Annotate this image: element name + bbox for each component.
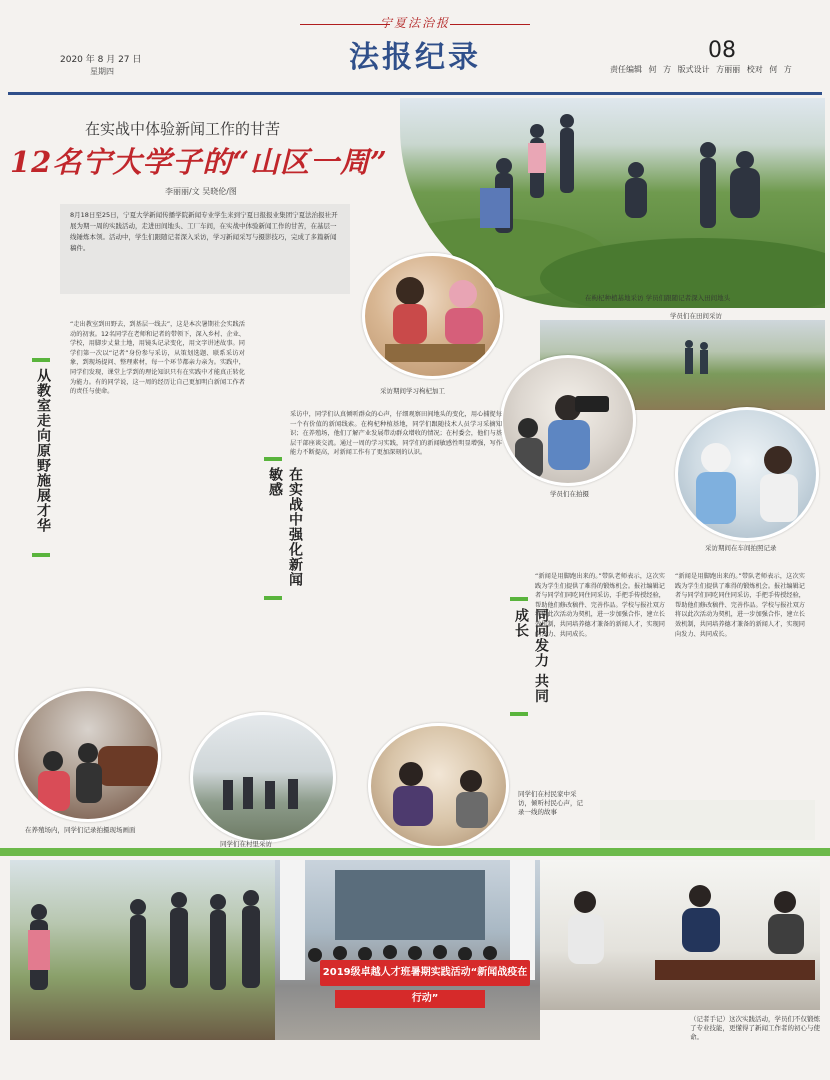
main-headline: 12名宁大学子的“山区一周”	[10, 145, 388, 179]
subhead-marker-3	[510, 597, 528, 601]
body-column-3b: “新闻是用脚跑出来的。”带队老师表示，这次实践为学生们提供了难得的锻炼机会。报社编辑记者与同学们同吃同住同采访，手把手传授经验，帮助他们修改稿件、完善作品。学校与报社双方将以此次活动为契机，进一步加强合作，建立长效机制，共同培养德才兼备的新闻人才，实现同向发力、共同成长。	[675, 573, 805, 638]
goji-sorting-illustration	[365, 256, 500, 376]
section-title: 法报纪录	[349, 40, 481, 75]
photo-camera-shoot	[500, 355, 636, 486]
body-column-3a: “新闻是用脚跑出来的。”带队老师表示，这次实践为学生们提供了难得的锻炼机会。报社编辑记者与同学们同吃同住同采访，手把手传授经验，帮助他们修改稿件、完善作品。学校与报社双方将以此次活动为契机，进一步加强合作，建立长效机制，共同培养德才兼备的新闻人才，实现同向发力、共同成长。	[535, 573, 665, 638]
subhead-marker-1	[32, 358, 50, 362]
headline-kicker: 在实战中体验新闻工作的甘苦	[85, 120, 281, 138]
photo-corner-deco	[600, 800, 815, 840]
caption-barn: 在养殖场内，同学们记录拍摄现场画面	[25, 826, 136, 834]
caption-goji-sorting: 采访期间学习枸杞加工	[380, 387, 445, 395]
header-divider	[8, 92, 822, 95]
barn-illustration	[18, 691, 158, 819]
caption-home-visit: 同学们在村民家中采访，倾听村民心声，记录一线的故事	[518, 790, 583, 816]
masthead-rule-right	[450, 24, 530, 25]
subhead-marker-1b	[32, 553, 50, 557]
photo-village-walk	[190, 712, 336, 843]
photo-goji-sorting	[362, 253, 503, 379]
activity-banner: 2019级卓越人才班暑期实践活动“新闻战疫在行动”	[320, 960, 530, 986]
caption-corner-note: （记者手记）这次实践活动，学员们不仅锻炼了专业技能，更懂得了新闻工作者的初心与使命。	[690, 1015, 820, 1041]
subhead-marker-3b	[510, 712, 528, 716]
newspaper-masthead: 宁夏法治报	[379, 16, 450, 30]
subhead-marker-2b	[264, 596, 282, 600]
subhead-classroom-to-field: 从教室走向原野施展才华	[35, 368, 51, 533]
caption-field-top: 在枸杞种植基地采访 学员们跟随记者深入田间地头	[585, 294, 731, 302]
photo-group-field	[10, 860, 275, 1040]
caption-workshop: 采访期间在车间拍照记录	[705, 544, 777, 552]
issue-weekday: 星期四	[90, 67, 114, 76]
workshop-illustration	[678, 410, 816, 538]
editor-credits: 责任编辑 何 方 版式设计 方丽丽 校对 何 方	[610, 65, 792, 74]
photo-workshop	[675, 407, 819, 541]
byline: 李丽丽/文 吴晓伦/图	[165, 187, 237, 196]
subhead-grow-together: 同向发力 共同成长	[513, 608, 549, 704]
page-number: 08	[708, 38, 736, 63]
home-visit-illustration	[371, 726, 506, 846]
body-column-1: “走出教室到田野去，到基层一线去”，这是本次暑期社会实践活动的初衷。12名同学在老师和记者的带领下，深入乡村、企业、学校，用脚步丈量土地，用镜头记录变化，用文字讲述故事。同学们第一次以“记者”身份参与采访，从策划选题、联系采访对象，到现场提问、整理素材，每一个环节都亲力亲为。实践中，同学们发现，课堂上学到的理论知识只有在实践中才能真正转化为能力。有的同学说，这一周的经历让自己更加明白新闻工作者的责任与使命。	[70, 321, 245, 396]
bottom-divider	[0, 848, 830, 856]
caption-field-strip: 学员们在田间采访	[670, 312, 722, 320]
issue-date: 2020 年 8 月 27 日	[60, 55, 142, 65]
group-field-illustration	[10, 860, 275, 1040]
caption-camera: 学员们在拍摄	[550, 490, 589, 498]
subhead-news-sensitivity: 在实战中强化新闻敏感	[267, 467, 303, 587]
village-walk-illustration	[193, 715, 333, 840]
photo-meeting-room	[540, 860, 820, 1010]
photo-barn	[15, 688, 161, 822]
group-banner-illustration	[275, 860, 540, 1040]
camera-shoot-illustration	[503, 358, 633, 483]
meeting-room-illustration	[540, 860, 820, 1010]
subhead-marker-2	[264, 457, 282, 461]
caption-village-walk: 同学们在村里采访	[220, 840, 272, 848]
photo-home-visit	[368, 723, 509, 849]
photo-group-banner	[275, 860, 540, 1040]
body-column-2: 采访中，同学们认真倾听群众的心声，仔细观察田间地头的变化，用心捕捉每一个有价值的新闻线索。在枸杞种植基地，同学们跟随技术人员学习采摘知识；在养殖场，他们了解产业发展带动群众增收的情况；在村委会，他们与基层干部座谈交流。通过一周的学习实践，同学们的新闻敏感性明显增强，写作能力不断提高，对新闻工作有了更加深刻的认识。	[290, 411, 502, 457]
lead-paragraph: 8月18日至25日，宁夏大学新闻传播学院新闻专业学生来到宁夏日报报业集团宁夏法治报社开展为期一周的实践活动，走进田间地头、工厂车间，在实战中体验新闻工作的甘苦，在基层一线锤炼本领。活动中，学生们跟随记者深入采访，学习新闻采写与摄影技巧，完成了多篇新闻稿件。	[60, 204, 350, 294]
